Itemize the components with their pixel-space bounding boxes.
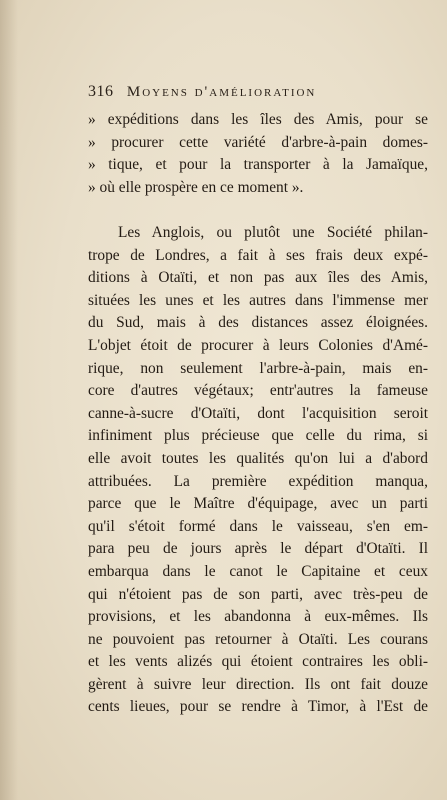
text-line: core d'autres végétaux; entr'autres la fameuse: [88, 382, 428, 400]
text-line: rique, non seulement l'arbre-à-pain, mais en-: [88, 359, 428, 377]
page-number: 316: [88, 83, 114, 100]
text-line: attribuées. La première expédition manqua,: [88, 472, 428, 490]
text-line: qui n'étoient pas de son parti, avec très-peu de: [88, 585, 428, 603]
text-line: » tique, et pour la transporter à la Jamaïque,: [88, 156, 428, 174]
text-line: et les vents alizés qui étoient contraires les obli-: [88, 653, 428, 671]
text-line: parce que le Maître d'équipage, avec un parti: [88, 495, 428, 513]
text-line: du Sud, mais à des distances assez éloignées.: [88, 314, 428, 332]
text-line: canne-à-sucre d'Otaïti, dont l'acquisition seroit: [88, 404, 428, 422]
text-line: L'objet étoit de procurer à leurs Colonies d'Amé-: [88, 336, 428, 354]
text-line: » expéditions dans les îles des Amis, pour se: [88, 111, 428, 128]
spine-shadow: [0, 0, 18, 800]
text-line: trope de Londres, a fait à ses frais deux expé-: [88, 246, 428, 264]
text-line: ne pouvoient pas retourner à Otaïti. Les courans: [88, 630, 428, 648]
text-line: » où elle prospère en ce moment ».: [88, 178, 304, 196]
text-line: Les Anglois, ou plutôt une Société philan-: [118, 224, 428, 241]
main-paragraph: [88, 222, 428, 719]
text-line: qu'il s'étoit formé dans le vaisseau, s'en em-: [88, 517, 428, 535]
text-line: elle avoit toutes les qualités qu'on lui a d'abord: [88, 449, 428, 467]
text-line: cents lieues, pour se rendre à Timor, à l'Est de: [88, 698, 428, 716]
text-line: para peu de jours après le départ d'Otaïti. Il: [88, 540, 428, 558]
running-title: Moyens d'amélioration: [126, 84, 317, 100]
text-line: gèrent à suivre leur direction. Ils ont fait douze: [88, 675, 428, 693]
running-header: [88, 83, 388, 103]
text-line: embarqua dans le canot le Capitaine et ceux: [88, 562, 428, 580]
text-line: » procurer cette variété d'arbre-à-pain domes-: [88, 133, 428, 151]
text-line: infiniment plus précieuse que celle du rima, si: [88, 427, 428, 445]
text-line: situées les unes et les autres dans l'immense mer: [88, 291, 428, 309]
text-line: ditions à Otaïti, et non pas aux îles des Amis,: [88, 269, 428, 287]
text-line: provisions, et les abandonna à eux-mêmes. Ils: [88, 608, 428, 626]
quotation-paragraph: [88, 109, 428, 199]
